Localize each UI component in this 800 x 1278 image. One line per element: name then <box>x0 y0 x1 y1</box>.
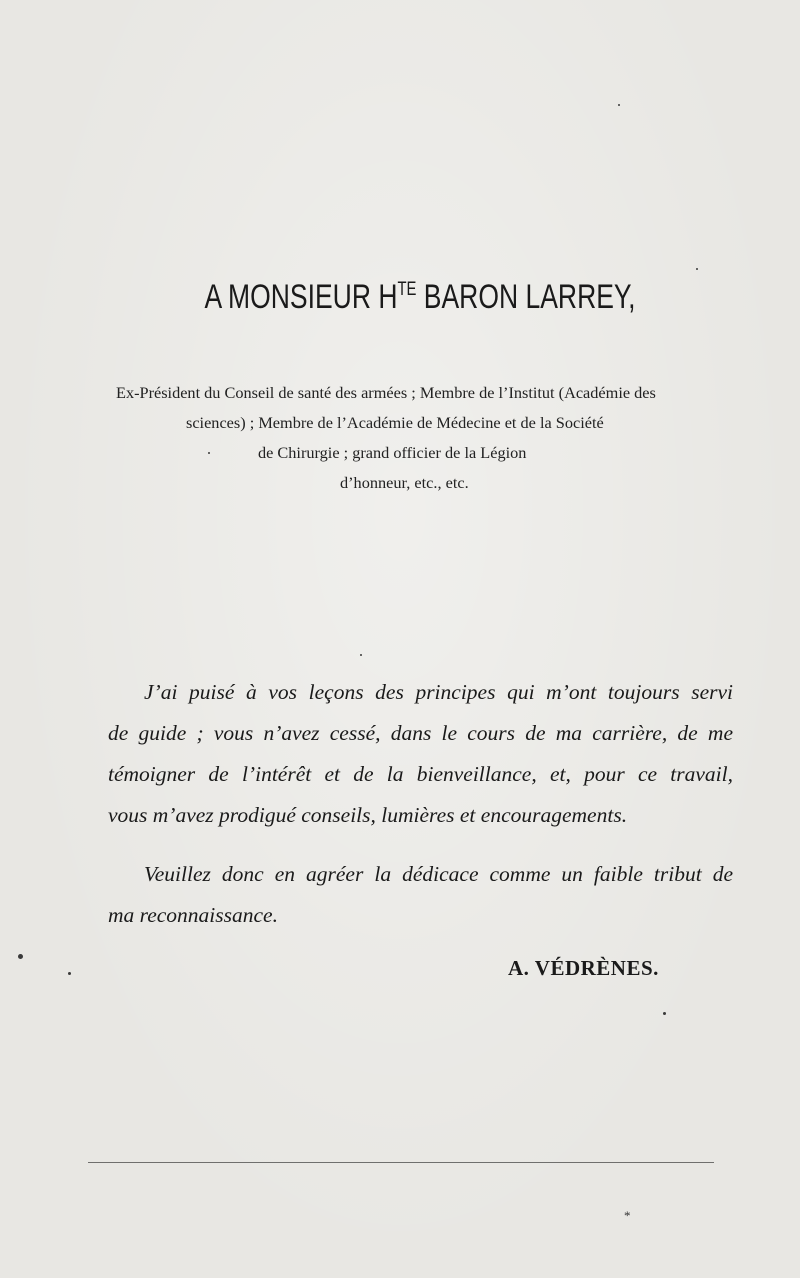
paper-speck <box>68 972 71 975</box>
footnote-mark: * <box>624 1208 631 1223</box>
credentials-line: d’honneur, etc., etc. <box>340 473 469 492</box>
credentials-line: sciences) ; Membre de l’Académie de Médecine et de la Société <box>186 413 604 432</box>
dedication-paragraph-2 <box>108 854 733 936</box>
paper-speck <box>208 452 210 454</box>
paragraph-line: Veuillez donc en agréer la dédicace comme un faible tribut de <box>144 862 733 886</box>
paragraph-line: ma reconnaissance. <box>108 903 278 927</box>
title-superscript: TE <box>397 279 417 300</box>
title-text: A MONSIEUR H <box>204 278 398 316</box>
paragraph-line: de guide ; vous n’avez cessé, dans le cours de ma carrière, de me <box>108 721 733 745</box>
paper-speck <box>18 954 23 959</box>
paragraph-line: vous m’avez prodigué conseils, lumières et encouragements. <box>108 803 628 827</box>
dedicatee-credentials <box>100 378 760 498</box>
bottom-rule <box>88 1162 714 1163</box>
credentials-line: Ex-Président du Conseil de santé des armées ; Membre de l’Institut (Académie des <box>116 383 656 402</box>
title-text-rest: BARON LARREY, <box>416 278 636 316</box>
paragraph-line: témoigner de l’intérêt et de la bienveillance, et, pour ce travail, <box>108 762 733 786</box>
dedication-title <box>92 278 747 317</box>
paper-speck <box>618 104 620 106</box>
author-signature: A. VÉDRÈNES. <box>508 956 659 980</box>
credentials-line: de Chirurgie ; grand officier de la Légion <box>258 443 527 462</box>
paper-speck <box>663 1012 666 1015</box>
paragraph-line: J’ai puisé à vos leçons des principes qui m’ont toujours servi <box>144 680 733 704</box>
paper-speck <box>360 654 362 656</box>
paper-speck <box>696 268 698 270</box>
dedication-paragraph-1 <box>108 672 733 836</box>
